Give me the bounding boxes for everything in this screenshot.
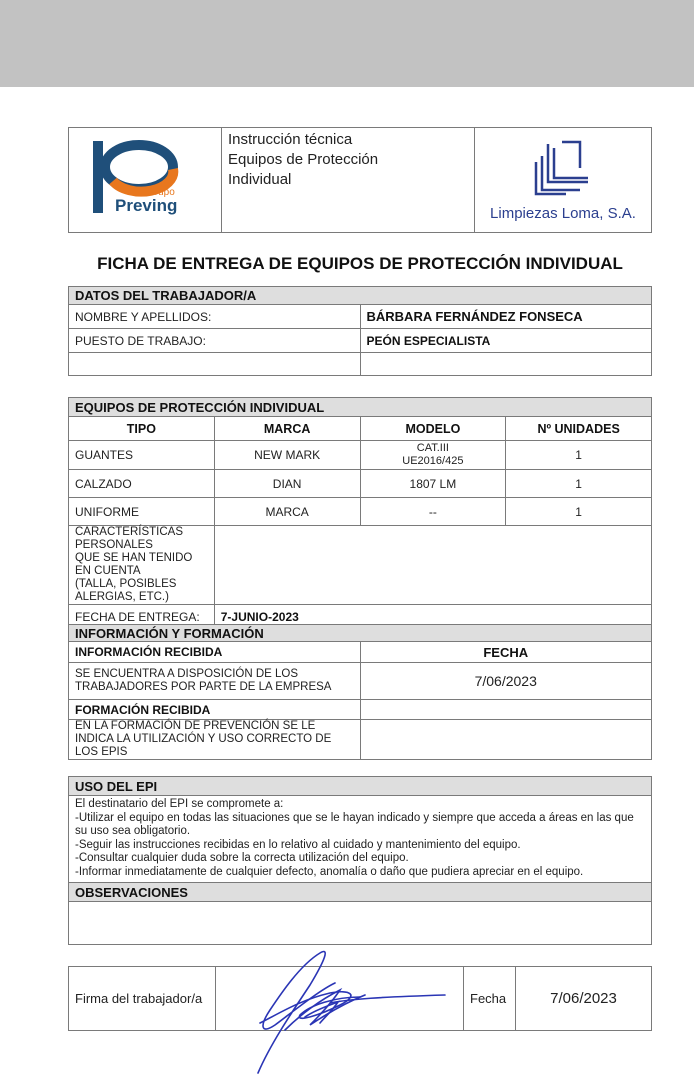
uso-table <box>68 776 652 945</box>
characteristics-line3: (TALLA, POSIBLES ALERGIAS, ETC.) <box>75 578 177 603</box>
modelo-line2: UE2016/425 <box>402 455 464 467</box>
top-gray-band <box>0 0 694 87</box>
observations-header: OBSERVACIONES <box>69 883 652 902</box>
svg-text:Preving: Preving <box>115 195 178 215</box>
characteristics-line2: QUE SE HAN TENIDO EN CUENTA <box>75 552 193 577</box>
table-row <box>69 441 652 470</box>
loma-logo-icon <box>528 138 598 200</box>
tipo-cell: UNIFORME <box>69 498 215 526</box>
modelo-line1: CAT.III <box>416 442 449 454</box>
preving-logo <box>69 129 219 229</box>
marca-cell: NEW MARK <box>214 441 360 470</box>
job-label: PUESTO DE TRABAJO: <box>69 329 361 353</box>
modelo-cell: 1807 LM <box>360 470 506 498</box>
col-modelo: MODELO <box>360 417 506 441</box>
loma-logo-cell <box>475 128 652 233</box>
marca-cell: DIAN <box>214 470 360 498</box>
date-header: FECHA <box>360 642 652 663</box>
page-title: FICHA DE ENTREGA DE EQUIPOS DE PROTECCIÓN INDIVIDUAL <box>97 254 623 273</box>
marca-cell: MARCA <box>214 498 360 526</box>
empty-cell <box>360 700 652 720</box>
name-value: BÁRBARA FERNÁNDEZ FONSECA <box>360 305 652 329</box>
uso-line: -Seguir las instrucciones recibidas en lo relativo al cuidado y mantenimiento del equipo. <box>75 838 521 851</box>
col-marca: MARCA <box>214 417 360 441</box>
signature-label: Firma del trabajador/a <box>69 967 216 1031</box>
unidades-cell: 1 <box>506 498 652 526</box>
header-table <box>68 127 652 233</box>
delivery-label: FECHA DE ENTREGA: <box>69 605 215 629</box>
uso-line: -Utilizar el equipo en todas las situaciones que se le hayan indicado y siempre que acceda a áreas en las que su uso sea obligatorio. <box>75 811 634 837</box>
doc-type-line1: Instrucción técnica <box>228 131 353 148</box>
uso-section-header: USO DEL EPI <box>69 777 652 796</box>
unidades-cell: 1 <box>506 441 652 470</box>
characteristics-label <box>69 526 215 605</box>
modelo-cell: -- <box>360 498 506 526</box>
tipo-cell: GUANTES <box>69 441 215 470</box>
modelo-cell <box>360 441 506 470</box>
doc-type-cell <box>222 128 475 233</box>
training-label: FORMACIÓN RECIBIDA <box>69 700 361 720</box>
observations-box <box>69 902 652 945</box>
characteristics-line1: CARACTERÍSTICAS PERSONALES <box>75 526 183 551</box>
empty-cell <box>69 353 361 376</box>
received-date: 7/06/2023 <box>360 663 652 700</box>
table-row <box>69 470 652 498</box>
uso-text <box>69 796 652 883</box>
characteristics-value <box>214 526 651 605</box>
company-name: Limpiezas Loma, S.A. <box>490 205 636 222</box>
training-text: EN LA FORMACIÓN DE PREVENCIÓN SE LE INDICA LA UTILIZACIÓN Y USO CORRECTO DE LOS EPIS <box>69 720 361 760</box>
table-row <box>69 498 652 526</box>
doc-type-line3: Individual <box>228 171 292 188</box>
svg-text:Grupo: Grupo <box>147 186 175 198</box>
preving-logo-cell <box>69 128 222 233</box>
info-table <box>68 624 652 760</box>
empty-cell <box>360 720 652 760</box>
uso-line: -Informar inmediatamente de cualquier defecto, anomalía o daño que pudiera apreciar en el equipo. <box>75 865 584 878</box>
signature-date: 7/06/2023 <box>516 967 652 1031</box>
uso-line: -Consultar cualquier duda sobre la correcta utilización del equipo. <box>75 852 409 864</box>
col-unidades: Nº UNIDADES <box>506 417 652 441</box>
received-text: SE ENCUENTRA A DISPOSICIÓN DE LOS TRABAJADORES POR PARTE DE LA EMPRESA <box>69 663 361 700</box>
job-value: PEÓN ESPECIALISTA <box>360 329 652 353</box>
epi-table <box>68 397 652 629</box>
epi-section-header: EQUIPOS DE PROTECCIÓN INDIVIDUAL <box>69 398 652 417</box>
info-section-header: INFORMACIÓN Y FORMACIÓN <box>69 625 652 642</box>
received-label: INFORMACIÓN RECIBIDA <box>69 642 361 663</box>
date-label: Fecha <box>464 967 516 1031</box>
col-tipo: TIPO <box>69 417 215 441</box>
unidades-cell: 1 <box>506 470 652 498</box>
uso-line: El destinatario del EPI se compromete a: <box>75 798 284 810</box>
delivery-value: 7-JUNIO-2023 <box>214 605 651 629</box>
doc-type-line2: Equipos de Protección <box>228 151 379 168</box>
tipo-cell: CALZADO <box>69 470 215 498</box>
name-label: NOMBRE Y APELLIDOS: <box>69 305 361 329</box>
handwritten-signature <box>240 945 455 1075</box>
worker-table <box>68 286 652 376</box>
worker-section-header: DATOS DEL TRABAJADOR/A <box>69 287 652 305</box>
empty-cell <box>360 353 652 376</box>
